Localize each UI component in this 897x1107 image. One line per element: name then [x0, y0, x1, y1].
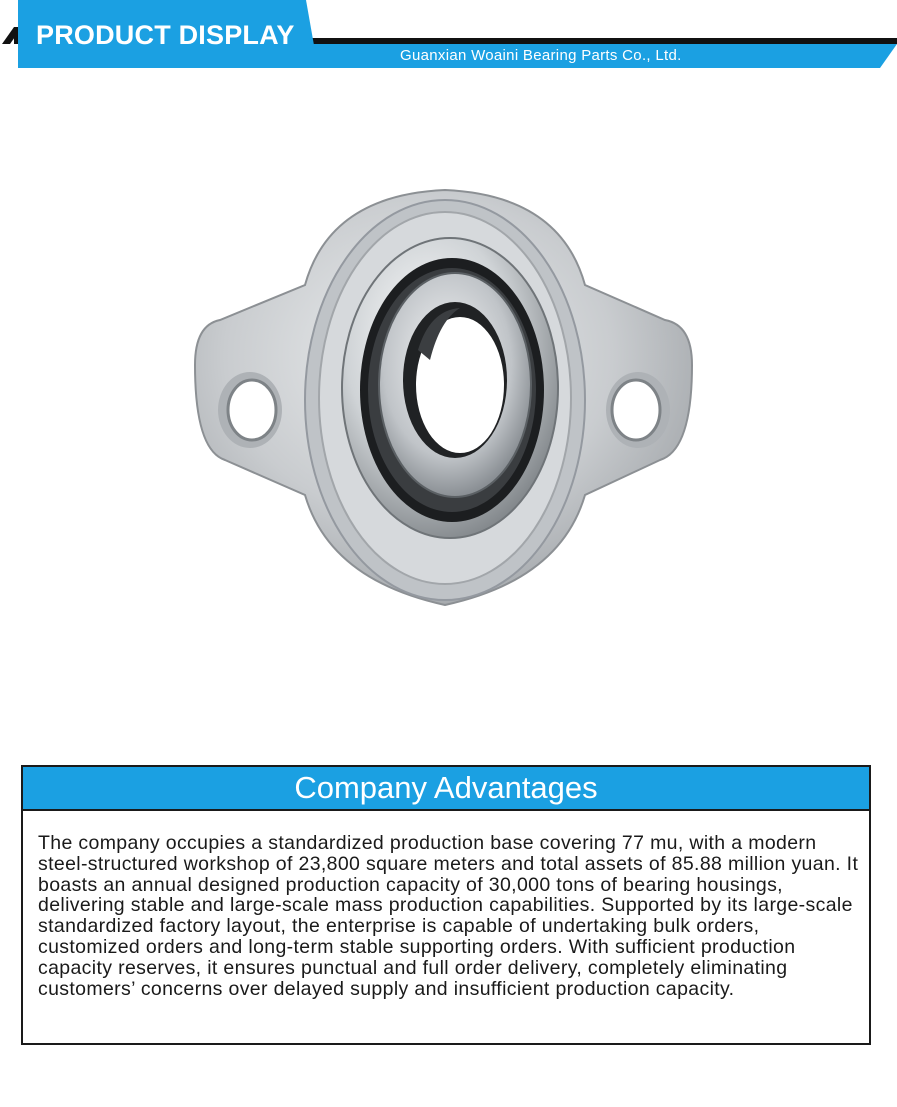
product-image [100, 160, 800, 700]
company-advantages-panel [21, 765, 871, 1045]
company-name: Guanxian Woaini Bearing Parts Co., Ltd. [400, 47, 682, 64]
header-banner [0, 0, 897, 75]
flange-bearing-image [100, 160, 800, 700]
page-title: PRODUCT DISPLAY [36, 20, 295, 50]
advantages-title: Company Advantages [23, 767, 869, 811]
advantages-text: The company occupies a standardized production base covering 77 mu, with a modern steel-structured workshop of 23,800 square meters and total assets of 85.88 million yuan. It boasts an annual designed production capacity of 30,000 tons of bearing housings, delivering stable and large-scale mass production capabilities. Supported by its large-scale standardized factory layout, the enterprise is capable of undertaking bulk orders, customized orders and long-term stable supporting orders. With sufficient production capacity reserves, it ensures punctual and full order delivery, completely eliminating customers’ concerns over delayed supply and insufficient production capacity. [38, 832, 859, 1000]
